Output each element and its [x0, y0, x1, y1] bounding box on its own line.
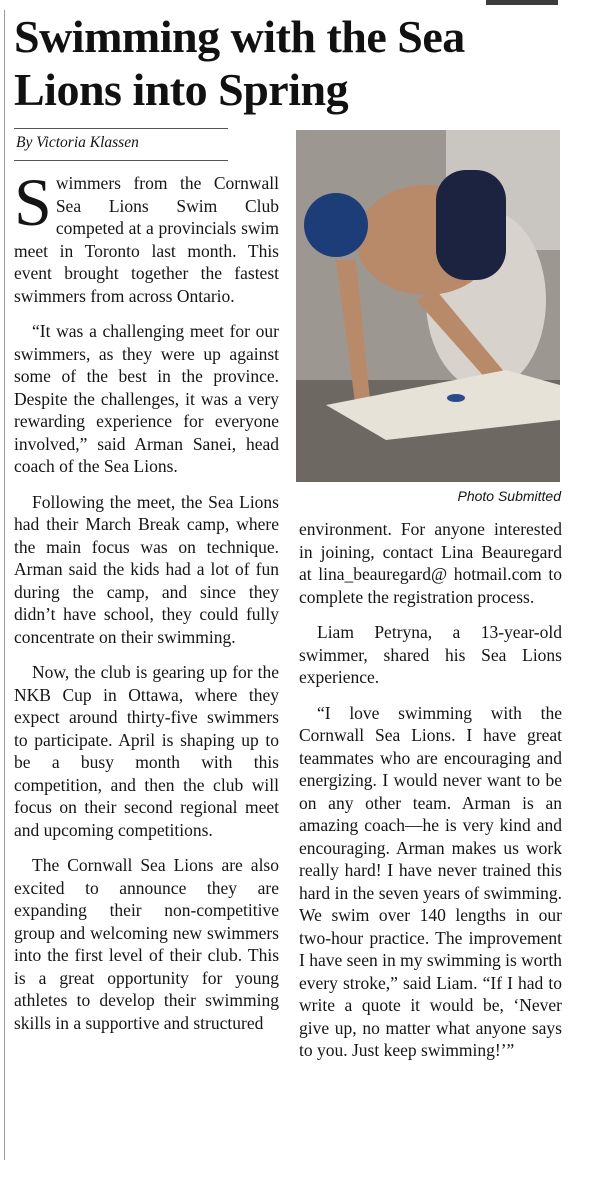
headline-line-2: Lions into Spring — [14, 64, 349, 115]
top-border-bar — [486, 0, 558, 5]
article-column-1 — [14, 164, 279, 1047]
byline-bottom-rule — [14, 160, 228, 161]
article-column-2 — [299, 518, 562, 1075]
paragraph: Following the meet, the Sea Lions had their March Break camp, where the main focus was on technique. Arman said the kids had a lot of fun during the camp, and since they didn’t have school, they could fully concentrate on their swimming. — [14, 491, 279, 647]
swimmer-photo — [296, 130, 560, 482]
photo-caption: Photo Submitted — [457, 488, 561, 504]
paragraph — [14, 164, 279, 307]
headline — [14, 10, 574, 116]
paragraph: “It was a challenging meet for our swimmers, as they were up against some of the best in the province. Despite the challenges, it was a very rewarding experience for everyone involved,” said Arman Sanei, head coach of the Sea Lions. — [14, 321, 279, 476]
byline: By Victoria Klassen — [16, 134, 139, 151]
paragraph: Now, the club is gearing up for the NKB Cup in Ottawa, where they expect around thirty-five swimmers to participate. April is shaping up to be a busy month with this competition, and then the club will focus on their second regional meet and upcoming competitions. — [14, 662, 279, 840]
headline-line-1: Swimming with the Sea — [14, 11, 465, 62]
paragraph: “I love swimming with the Cornwall Sea Lions. I have great teammates who are encouraging and energizing. I would never want to be on any other team. Arman is an amazing coach—he is very kind and encouraging. Arman makes us work really hard! I have never trained this hard in the seven years of swimming. We swim over 140 lengths in our two-hour practice. The improvement I have seen in my swimming is worth every stroke,” said Liam. “If I had to write a quote it would be, ‘Never give up, no matter what anyone says to you. Just keep swimming!’” — [299, 702, 562, 1060]
paragraph: The Cornwall Sea Lions are also excited to announce they are expanding their non-competitive group and welcoming new swimmers into the first level of their club. This is a great opportunity for young athletes to develop their swimming skills in a supportive and structured — [14, 855, 279, 1033]
paragraph: environment. For anyone interested in joining, contact Lina Beauregard at lina_beauregard@ hotmail.com to complete the registration process. — [299, 519, 562, 607]
drop-cap: S — [14, 164, 52, 240]
byline-top-rule — [14, 128, 228, 129]
column-rule — [4, 10, 5, 1160]
paragraph-text: wimmers from the Cornwall Sea Lions Swim Club competed at a provincials swim meet in Toronto last month. This event brought together the fastest swimmers from across Ontario. — [14, 173, 279, 306]
paragraph: Liam Petryna, a 13-year-old swimmer, shared his Sea Lions experience. — [299, 622, 562, 687]
